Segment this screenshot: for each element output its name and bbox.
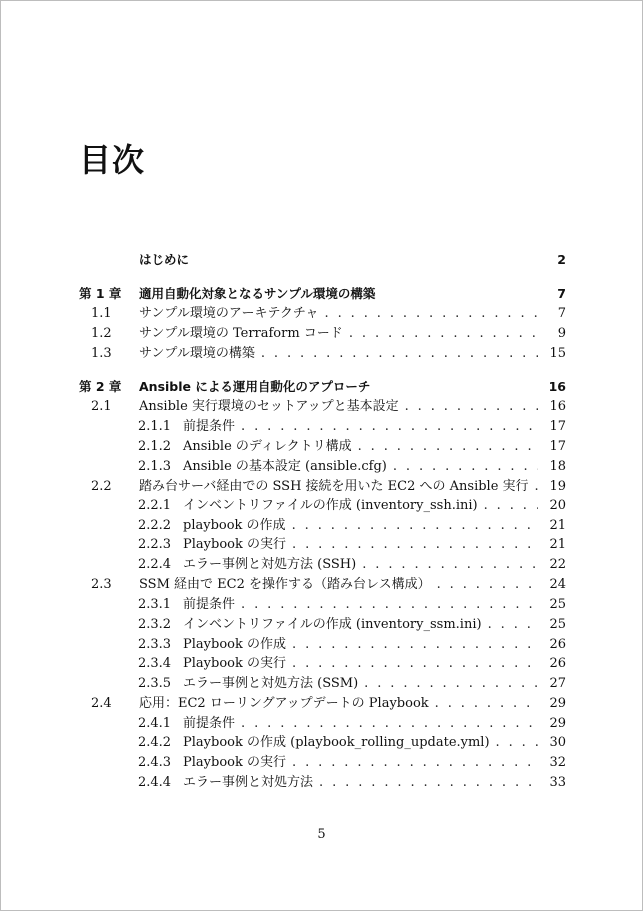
toc-entry[interactable] <box>91 345 566 363</box>
toc-entry-number: 2.2 <box>91 479 112 494</box>
toc-dot-leader <box>362 556 538 574</box>
toc-entry-page: 17 <box>549 439 566 454</box>
toc-dot-leader <box>484 497 538 515</box>
toc-entry-title: 前提条件 <box>183 597 236 612</box>
toc-entry-page: 17 <box>549 419 566 434</box>
toc-entry-page: 25 <box>549 617 566 632</box>
toc-entry[interactable] <box>138 517 566 535</box>
toc-entry-page: 20 <box>549 498 566 513</box>
toc-entry[interactable] <box>79 251 566 269</box>
toc-dot-leader <box>496 734 538 752</box>
toc-dot-leader <box>241 596 538 614</box>
toc-entry-title: はじめに <box>139 252 190 267</box>
toc-entry-title: サンプル環境の Terraform コード <box>139 326 343 341</box>
toc-entry-title: Ansible による運用自動化のアプローチ <box>139 379 371 394</box>
toc-entry-page: 2 <box>557 252 566 267</box>
toc-entry-page: 15 <box>549 346 566 361</box>
toc-entry-page: 29 <box>549 696 566 711</box>
toc-entry-page: 26 <box>549 656 566 671</box>
toc-entry[interactable] <box>138 497 566 515</box>
toc-dot-leader <box>488 616 538 634</box>
toc-entry-page: 22 <box>549 557 566 572</box>
toc-entry-number: 2.2.3 <box>138 537 172 552</box>
toc-entry-page: 26 <box>549 637 566 652</box>
toc-dot-leader <box>241 418 538 436</box>
toc-entry-number: 1.2 <box>91 326 112 341</box>
toc-entry-title: Playbook の作成 <box>183 637 286 652</box>
toc-entry-title: playbook の作成 <box>183 518 286 533</box>
toc-entry[interactable] <box>138 536 566 554</box>
toc-entry-number: 2.4.3 <box>138 755 172 770</box>
toc-entry[interactable] <box>91 398 566 416</box>
toc-entry-title: 適用自動化対象となるサンプル環境の構築 <box>139 286 376 301</box>
toc-entry[interactable] <box>138 655 566 673</box>
toc-entry-number: 2.1.2 <box>138 439 172 454</box>
toc-entry-title: エラー事例と対処方法 (SSH) <box>183 557 357 572</box>
toc-entry-page: 18 <box>549 459 566 474</box>
toc-entry-number: 2.3.5 <box>138 676 172 691</box>
toc-entry-title: 前提条件 <box>183 716 236 731</box>
toc-entry-page: 25 <box>549 597 566 612</box>
toc-entry[interactable] <box>138 774 566 792</box>
toc-entry-title: 前提条件 <box>183 419 236 434</box>
toc-entry[interactable] <box>79 378 566 396</box>
toc-entry-number: 2.2.1 <box>138 498 172 513</box>
toc-entry-title: Playbook の実行 <box>183 755 286 770</box>
toc-dot-leader <box>325 305 538 323</box>
toc-entry-page: 7 <box>557 286 566 301</box>
toc-entry-number: 2.1.3 <box>138 459 172 474</box>
toc-entry-number: 2.4.4 <box>138 775 172 790</box>
toc-entry-number: 2.3 <box>91 577 112 592</box>
toc-dot-leader <box>292 636 538 654</box>
toc-entry-number: 2.4 <box>91 696 112 711</box>
toc-entry[interactable] <box>91 576 566 594</box>
toc-dot-leader <box>358 438 538 456</box>
toc-entry-page: 32 <box>549 755 566 770</box>
toc-entry-title: サンプル環境の構築 <box>139 346 255 361</box>
toc-entry-number: 1.3 <box>91 346 112 361</box>
toc-entry-page: 16 <box>549 399 566 414</box>
toc-entry-title: Ansible の基本設定 (ansible.cfg) <box>183 459 387 474</box>
toc-entry[interactable] <box>138 438 566 456</box>
toc-dot-leader <box>405 398 538 416</box>
toc-entry-page: 21 <box>549 537 566 552</box>
toc-entry-number: 2.4.2 <box>138 735 172 750</box>
toc-entry[interactable] <box>138 675 566 693</box>
toc-entry[interactable] <box>138 734 566 752</box>
toc-entry[interactable] <box>91 695 566 713</box>
toc-entry[interactable] <box>138 715 566 733</box>
toc-entry-title: 応用：EC2 ローリングアップデートの Playbook <box>139 696 429 711</box>
toc-entry-page: 29 <box>549 716 566 731</box>
toc-entry[interactable] <box>91 305 566 323</box>
toc-entry-title: Playbook の作成 (playbook_rolling_update.yml) <box>183 735 490 750</box>
toc-dot-leader <box>261 345 538 363</box>
toc-entry-page: 30 <box>549 735 566 750</box>
toc-entry-title: Playbook の実行 <box>183 537 286 552</box>
toc-dot-leader <box>319 774 538 792</box>
toc-dot-leader <box>393 458 538 476</box>
toc-entry-page: 9 <box>557 326 566 341</box>
toc-dot-leader <box>292 536 538 554</box>
toc-entry-page: 7 <box>557 306 566 321</box>
toc-entry-title: Playbook の実行 <box>183 656 286 671</box>
toc-entry-title: Ansible 実行環境のセットアップと基本設定 <box>139 399 399 414</box>
toc-entry-title: Ansible のディレクトリ構成 <box>183 439 352 454</box>
toc-entry-number: 1.1 <box>91 306 112 321</box>
toc-dot-leader <box>292 754 538 772</box>
toc-entry-number: 2.2.2 <box>138 518 172 533</box>
toc-entry-number: 2.2.4 <box>138 557 172 572</box>
toc-entry-page: 27 <box>549 676 566 691</box>
toc-entry-title: インベントリファイルの作成 (inventory_ssm.ini) <box>183 617 482 632</box>
toc-entry-number: 第 2 章 <box>79 379 122 394</box>
page-title: 目次 <box>79 141 146 179</box>
toc-entry-number: 2.3.2 <box>138 617 172 632</box>
toc-entry-page: 16 <box>548 379 566 394</box>
toc-dot-leader <box>292 517 538 535</box>
toc-entry-number: 2.3.1 <box>138 597 172 612</box>
toc-entry[interactable] <box>138 754 566 772</box>
toc-entry-title: インベントリファイルの作成 (inventory_ssh.ini) <box>183 498 478 513</box>
toc-entry-title: エラー事例と対処方法 <box>183 775 314 790</box>
toc-dot-leader <box>535 478 538 496</box>
toc-entry-number: 2.3.3 <box>138 637 172 652</box>
toc-entry-number: 2.1 <box>91 399 112 414</box>
toc-entry-number: 2.4.1 <box>138 716 172 731</box>
toc-entry-page: 19 <box>549 479 566 494</box>
toc-dot-leader <box>292 655 538 673</box>
toc-entry[interactable] <box>91 325 566 343</box>
toc-dot-leader <box>364 675 538 693</box>
toc-dot-leader <box>435 695 538 713</box>
toc-entry[interactable] <box>138 616 566 634</box>
toc-dot-leader <box>437 576 538 594</box>
toc-entry-page: 33 <box>549 775 566 790</box>
toc-dot-leader <box>241 715 538 733</box>
toc-dot-leader <box>349 325 538 343</box>
toc-entry-number: 第 1 章 <box>79 286 122 301</box>
toc-entry-title: エラー事例と対処方法 (SSM) <box>183 676 359 691</box>
toc-entry-title: SSM 経由で EC2 を操作する（踏み台レス構成） <box>139 577 431 592</box>
toc-entry[interactable] <box>91 478 566 496</box>
toc-entry-number: 2.3.4 <box>138 656 172 671</box>
toc-entry-title: サンプル環境のアーキテクチャ <box>139 306 319 321</box>
toc-entry-page: 24 <box>549 577 566 592</box>
toc-entry-page: 21 <box>549 518 566 533</box>
toc-entry-title: 踏み台サーバ経由での SSH 接続を用いた EC2 への Ansible 実行 <box>139 479 529 494</box>
page-footer-number: 5 <box>317 827 326 842</box>
toc-entry[interactable] <box>138 418 566 436</box>
toc-entry[interactable] <box>138 556 566 574</box>
toc-entry[interactable] <box>138 458 566 476</box>
toc-entry[interactable] <box>138 596 566 614</box>
toc-entry[interactable] <box>138 636 566 654</box>
toc-entry[interactable] <box>79 285 566 303</box>
toc-entry-number: 2.1.1 <box>138 419 172 434</box>
